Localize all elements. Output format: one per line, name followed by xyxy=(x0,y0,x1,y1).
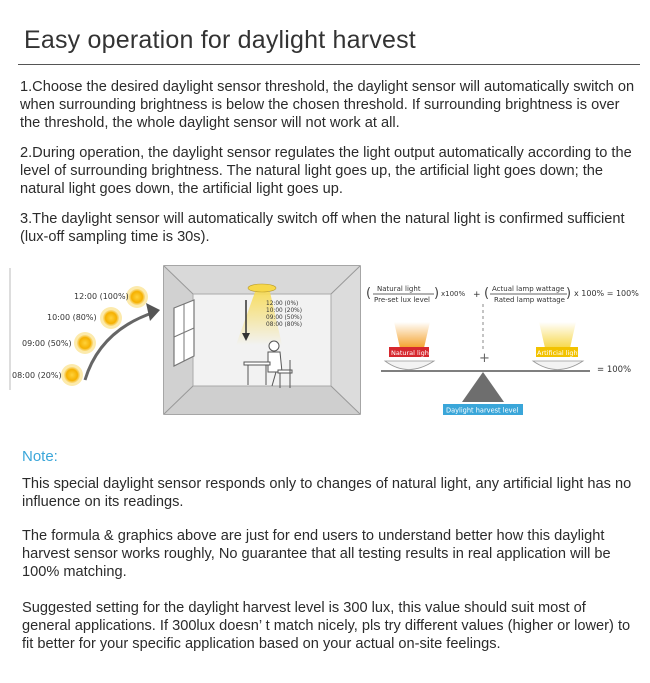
note-paragraph: This special daylight sensor responds only to changes of natural light, any artificial light has no influence on its readings. xyxy=(22,476,632,510)
formula-close-paren: ) xyxy=(566,286,572,301)
page-title: Easy operation for daylight harvest xyxy=(24,26,416,54)
sun-time-label: 12:00 (100%) xyxy=(74,292,129,301)
formula-times-100: x100% xyxy=(441,290,466,298)
formula-plus: + xyxy=(473,290,481,300)
formula-close-paren: ) xyxy=(434,286,440,301)
artificial-light-label: Artificial light xyxy=(537,349,581,357)
fulcrum-label: Daylight harvest level xyxy=(446,406,519,415)
sun-icon xyxy=(74,332,96,354)
formula-open-paren: ( xyxy=(366,286,372,301)
sun-path-arrowhead xyxy=(146,303,160,321)
formula-actual-wattage: Actual lamp wattage xyxy=(492,285,565,293)
sun-time-label: 08:00 (20%) xyxy=(12,371,62,380)
paragraph-operation: 2.During operation, the daylight sensor regulates the light output automatically according to the level of surrounding brightness. The natural light goes up, the artificial light goes down; the natural light goes down, the artificial light goes up. xyxy=(20,145,632,197)
natural-light-label: Natural light xyxy=(391,349,432,357)
natural-light-glow xyxy=(394,322,430,348)
note-heading: Note: xyxy=(22,448,58,465)
sun-icon xyxy=(100,307,122,329)
right-lamp-dish xyxy=(533,361,583,370)
room-readout: 12:00 (0%) xyxy=(266,301,299,307)
sun-time-label: 09:00 (50%) xyxy=(22,339,72,348)
note-paragraph: Suggested setting for the daylight harvest level is 300 lux, this value should suit most of general applications. If 300lux doesn’ t match nicely, pls try different values (higher or lower) to fit better for your specific application based on your actual on-site feelings. xyxy=(22,600,631,652)
balance-equals: = 100% xyxy=(597,365,632,375)
sun-time-label: 10:00 (80%) xyxy=(47,313,97,322)
title-divider xyxy=(18,64,640,65)
balance-plus: + xyxy=(479,351,490,366)
room-readout: 09:00 (50%) xyxy=(266,315,302,321)
sun-icon xyxy=(126,286,148,308)
formula-result: x 100% = 100% xyxy=(574,289,639,298)
formula-natural-light: Natural light xyxy=(377,285,421,293)
room-illustration xyxy=(164,266,360,414)
room-readout: 10:00 (20%) xyxy=(266,308,302,314)
formula-open-paren: ( xyxy=(484,286,490,301)
note-paragraph: The formula & graphics above are just for end users to understand better how this daylight harvest sensor works roughly, No guarantee that all testing results in real application will be 100% matching. xyxy=(22,528,611,580)
paragraph-switch-off: 3.The daylight sensor will automatically switch off when the natural light is confirmed sufficient (lux-off sampling time is 30s). xyxy=(20,211,625,245)
room-readout: 08:00 (80%) xyxy=(266,322,302,328)
left-lamp-dish xyxy=(385,361,434,370)
paragraph-threshold: 1.Choose the desired daylight sensor threshold, the daylight sensor will automatically switch on when surrounding brightness is below the chosen threshold. If surrounding brightness is over the threshold, the whole daylight sensor will not work at all. xyxy=(20,79,635,131)
formula-rated-wattage: Rated lamp wattage xyxy=(494,296,565,304)
artificial-light-glow xyxy=(539,322,576,348)
formula-preset-lux: Pre-set lux level xyxy=(374,296,430,304)
sun-icon xyxy=(61,364,83,386)
balance-fulcrum xyxy=(462,372,504,402)
daylight-harvest-diagram xyxy=(0,258,650,428)
